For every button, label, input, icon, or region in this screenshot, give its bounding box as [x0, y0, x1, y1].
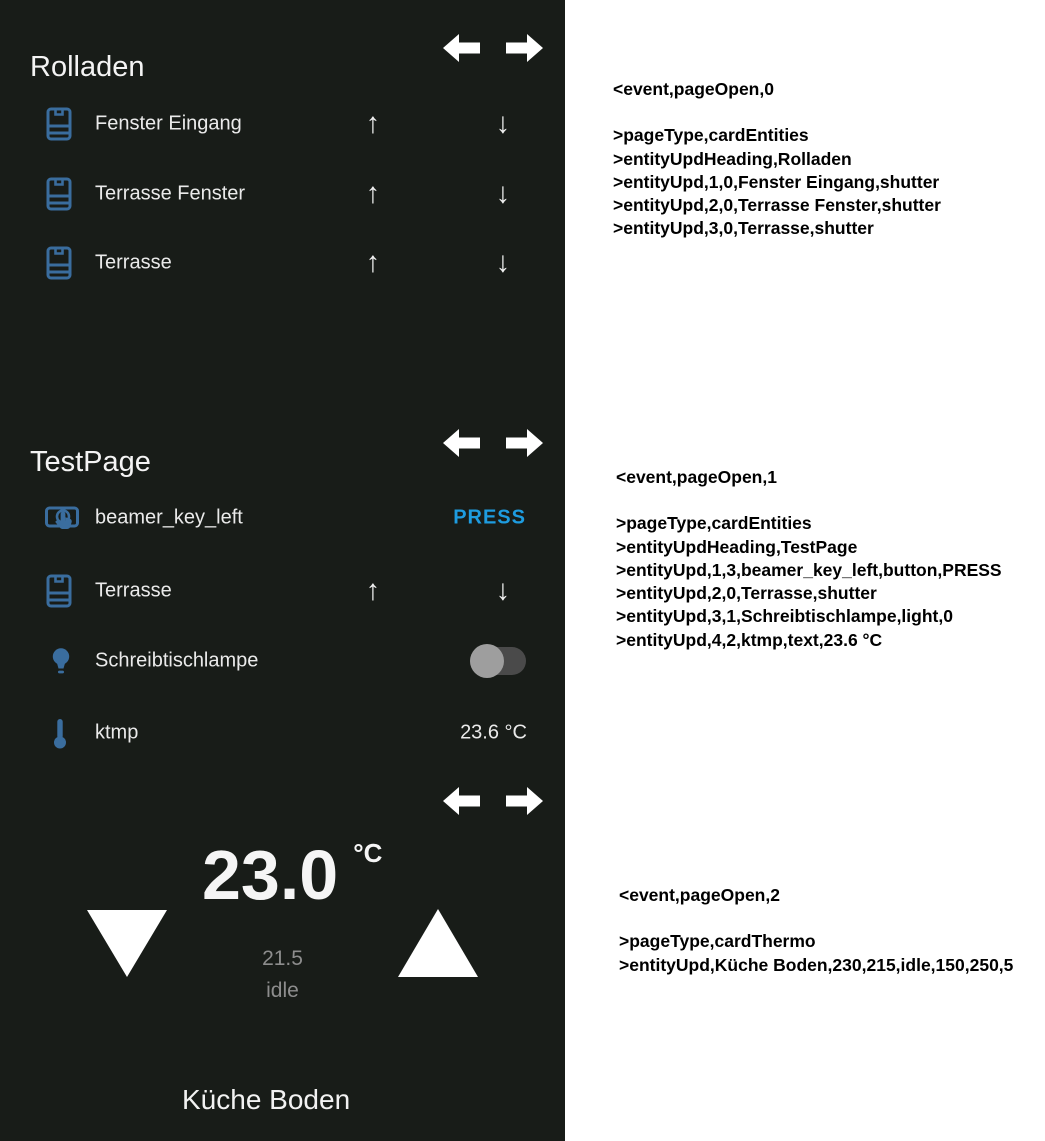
- entity-row: [46, 104, 565, 144]
- toggle-knob: [470, 644, 504, 678]
- lightbulb-icon: [48, 646, 74, 676]
- protocol-line: >pageType,cardThermo: [619, 931, 816, 952]
- target-temperature: 21.5: [262, 947, 303, 970]
- nav-prev-icon[interactable]: [443, 786, 481, 816]
- entity-label: Schreibtischlampe: [95, 649, 259, 672]
- entity-row: [46, 243, 565, 283]
- page-title: TestPage: [30, 446, 151, 479]
- protocol-block-page1: [616, 466, 1002, 652]
- protocol-line: >entityUpdHeading,TestPage: [616, 536, 858, 557]
- entity-label: Terrasse Fenster: [95, 182, 246, 205]
- protocol-block-page2: [619, 884, 1013, 977]
- protocol-line: >entityUpd,2,0,Terrasse,shutter: [616, 583, 877, 604]
- entity-row: [46, 641, 565, 681]
- shutter-icon: [46, 177, 72, 211]
- protocol-event-line: <event,pageOpen,1: [616, 467, 777, 487]
- sensor-value: 23.6 °C: [460, 721, 527, 744]
- nav-next-icon[interactable]: [505, 33, 543, 63]
- shutter-down-button[interactable]: ↓: [495, 574, 511, 607]
- protocol-line: >entityUpd,1,3,beamer_key_left,button,PRESS: [616, 559, 1002, 580]
- protocol-line: >pageType,cardEntities: [616, 513, 812, 534]
- entity-row: [46, 713, 565, 753]
- page-title: Rolladen: [30, 51, 145, 84]
- protocol-block-page0: [613, 78, 941, 241]
- thermostat-name: Küche Boden: [182, 1084, 351, 1115]
- entity-row: [46, 174, 565, 214]
- shutter-icon: [46, 574, 72, 608]
- protocol-line: >entityUpd,3,1,Schreibtischlampe,light,0: [616, 606, 953, 627]
- entity-label: beamer_key_left: [95, 506, 243, 529]
- gesture-tap-button-icon: [43, 501, 81, 535]
- shutter-up-button[interactable]: ↑: [365, 246, 381, 279]
- current-temperature: [202, 836, 383, 914]
- hvac-state: idle: [266, 979, 299, 1002]
- press-button[interactable]: PRESS: [453, 506, 526, 529]
- entity-row: [46, 498, 565, 538]
- nav-next-icon[interactable]: [505, 428, 543, 458]
- protocol-line: >entityUpd,3,0,Terrasse,shutter: [613, 218, 874, 239]
- nav-prev-icon[interactable]: [443, 428, 481, 458]
- nav-prev-icon[interactable]: [443, 33, 481, 63]
- shutter-down-button[interactable]: ↓: [495, 246, 511, 279]
- protocol-line: >entityUpd,1,0,Fenster Eingang,shutter: [613, 171, 940, 192]
- page-nav: [443, 33, 543, 63]
- shutter-down-button[interactable]: ↓: [495, 177, 511, 210]
- entity-label: Terrasse: [95, 251, 172, 274]
- protocol-line: >entityUpd,Küche Boden,230,215,idle,150,250,5: [619, 954, 1014, 975]
- shutter-up-button[interactable]: ↑: [365, 574, 381, 607]
- light-toggle[interactable]: [470, 644, 526, 678]
- page-nav: [443, 428, 543, 458]
- temperature-unit: °C: [353, 838, 383, 868]
- protocol-line: >entityUpd,2,0,Terrasse Fenster,shutter: [613, 195, 941, 216]
- shutter-icon: [46, 246, 72, 280]
- nav-next-icon[interactable]: [505, 786, 543, 816]
- entity-label: Fenster Eingang: [95, 112, 242, 135]
- protocol-line: >entityUpd,4,2,ktmp,text,23.6 °C: [616, 629, 883, 650]
- entity-row: [46, 571, 565, 611]
- protocol-event-line: <event,pageOpen,0: [613, 79, 774, 99]
- shutter-up-button[interactable]: ↑: [365, 107, 381, 140]
- current-temperature-value: 23.0: [202, 836, 339, 914]
- entity-label: ktmp: [95, 721, 139, 744]
- entity-label: Terrasse: [95, 579, 172, 602]
- protocol-line: >entityUpdHeading,Rolladen: [613, 148, 852, 169]
- shutter-icon: [46, 107, 72, 141]
- page-nav: [443, 786, 543, 816]
- shutter-down-button[interactable]: ↓: [495, 107, 511, 140]
- thermometer-icon: [52, 717, 68, 749]
- shutter-up-button[interactable]: ↑: [365, 177, 381, 210]
- protocol-line: >pageType,cardEntities: [613, 125, 809, 146]
- protocol-event-line: <event,pageOpen,2: [619, 885, 780, 905]
